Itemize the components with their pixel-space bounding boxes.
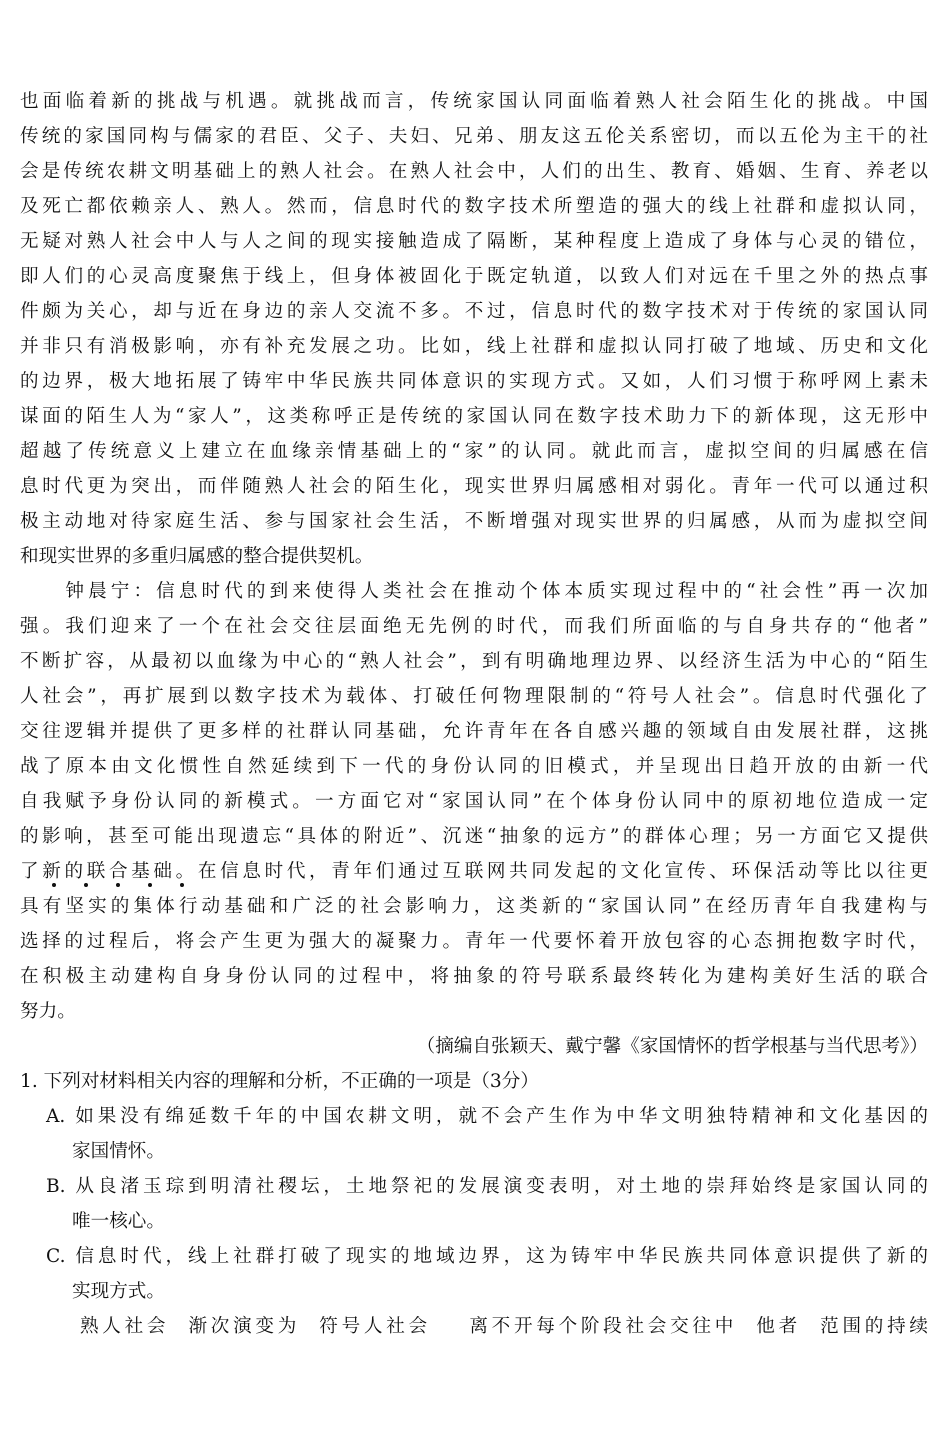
passage-line: 息时代更为突出，而伴随熟人社会的陌生化，现实世界归属感相对弱化。青年一代可以通过积 (20, 476, 928, 497)
passage-line: 超越了传统意义上建立在血缘亲情基础上的“家”的认同。就此而言，虚拟空间的归属感在信 (20, 441, 928, 462)
passage-line: 和现实世界的多重归属感的整合提供契机。 (20, 546, 374, 567)
option-c-continued: 实现方式。 (72, 1281, 165, 1302)
passage-line: 交往逻辑并提供了更多样的社群认同基础，允许青年在各自感兴趣的领域自由发展社群，这挑 (20, 721, 928, 742)
passage-line: 战了原本由文化惯性自然延续到下一代的身份认同的旧模式，并呈现出日趋开放的由新一代 (20, 756, 928, 777)
passage-line: 及死亡都依赖亲人、熟人。然而，信息时代的数字技术所塑造的强大的线上社群和虚拟认同， (20, 196, 928, 217)
passage-line: 钟晨宁：信息时代的到来使得人类社会在推动个体本质实现过程中的“社会性”再一次加 (20, 581, 928, 602)
option-b: B. 从良渚玉琮到明清社稷坛，土地祭祀的发展演变表明，对土地的崇拜始终是家国认同的 (46, 1176, 928, 1197)
passage-line: 件颇为关心，却与近在身边的亲人交流不多。不过，信息时代的数字技术对于传统的家国认同 (20, 301, 928, 322)
passage-line: 谋面的陌生人为“家人”，这类称呼正是传统的家国认同在数字技术助力下的新体现，这无形中 (20, 406, 928, 427)
passage-line: 的影响，甚至可能出现遗忘“具体的附近”、沉迷“抽象的远方”的群体心理；另一方面它又提供 (20, 826, 928, 847)
passage-line: 自我赋予身份认同的新模式。一方面它对“家国认同”在个体身份认同中的原初地位造成一定 (20, 791, 928, 812)
passage-line: 极主动地对待家庭生活、参与国家社会生活，不断增强对现实世界的归属感，从而为虚拟空间 (20, 511, 928, 532)
passage-line: 努力。 (20, 1001, 76, 1022)
passage-line: 会是传统农耕文明基础上的熟人社会。在熟人社会中，人们的出生、教育、婚姻、生育、养老以 (20, 161, 928, 182)
passage-line: 强。我们迎来了一个在社会交往层面绝无先例的时代，而我们所面临的与自身共存的“他者” (20, 616, 928, 637)
emphasis-dot (180, 883, 184, 887)
passage-line: 的边界，极大地拓展了铸牢中华民族共同体意识的实现方式。又如，人们习惯于称呼网上素未 (20, 371, 928, 392)
option-d-partial: 熟人社会 渐次演变为 符号人社会 离不开每个阶段社会交往中 他者 范围的持续 (80, 1316, 928, 1337)
passage-line: 即人们的心灵高度聚焦于线上，但身体被固化于既定轨道，以致人们对远在千里之外的热点事 (20, 266, 928, 287)
passage-line: 了新的联合基础。在信息时代，青年们通过互联网共同发起的文化宣传、环保活动等比以往更 (20, 861, 928, 882)
passage-line: 无疑对熟人社会中人与人之间的现实接触造成了隔断，某种程度上造成了身体与心灵的错位， (20, 231, 928, 252)
passage-line: 传统的家国同构与儒家的君臣、父子、夫妇、兄弟、朋友这五伦关系密切，而以五伦为主干的社 (20, 126, 928, 147)
option-a: A. 如果没有绵延数千年的中国农耕文明，就不会产生作为中华文明独特精神和文化基因的 (46, 1106, 928, 1127)
passage-line: 人社会”，再扩展到以数字技术为载体、打破任何物理限制的“符号人社会”。信息时代强化了 (20, 686, 928, 707)
passage-line: 并非只有消极影响，亦有补充发展之功。比如，线上社群和虚拟认同打破了地域、历史和文化 (20, 336, 928, 357)
passage-line: 也面临着新的挑战与机遇。就挑战而言，传统家国认同面临着熟人社会陌生化的挑战。中国 (20, 91, 928, 112)
passage-line: 不断扩容，从最初以血缘为中心的“熟人社会”，到有明确地理边界、以经济生活为中心的“陌生 (20, 651, 928, 672)
emphasis-dot (116, 883, 120, 887)
option-a-continued: 家国情怀。 (72, 1141, 165, 1162)
emphasis-dot (52, 883, 56, 887)
emphasis-dot (148, 883, 152, 887)
emphasis-dots (48, 883, 188, 889)
passage-line: 具有坚实的集体行动基础和广泛的社会影响力，这类新的“家国认同”在经历青年自我建构与 (20, 896, 928, 917)
option-b-continued: 唯一核心。 (72, 1211, 165, 1232)
passage-line: 选择的过程后，将会产生更为强大的凝聚力。青年一代要怀着开放包容的心态拥抱数字时代， (20, 931, 928, 952)
source-citation: （摘编自张颖天、戴宁馨《家国情怀的哲学根基与当代思考》） (416, 1036, 928, 1057)
passage-line: 在积极主动建构自身身份认同的过程中，将抽象的符号联系最终转化为建构美好生活的联合 (20, 966, 928, 987)
question-stem: 1. 下列对材料相关内容的理解和分析，不正确的一项是（3分） (20, 1071, 539, 1092)
option-c: C. 信息时代，线上社群打破了现实的地域边界，这为铸牢中华民族共同体意识提供了新的 (46, 1246, 928, 1267)
emphasis-dot (84, 883, 88, 887)
